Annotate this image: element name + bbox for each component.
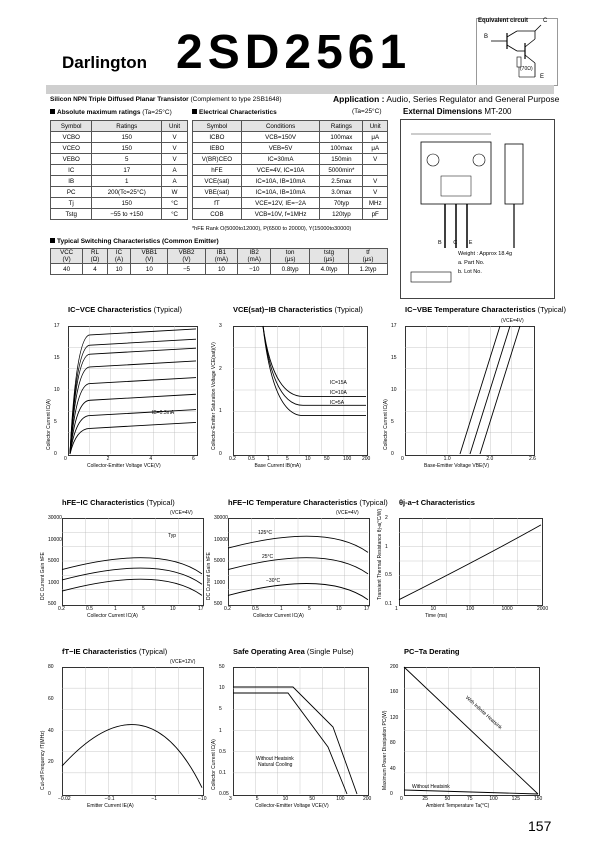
table-row xyxy=(51,143,188,154)
c5-ytick: 10000 xyxy=(214,536,228,543)
table-cell: hFE xyxy=(193,165,242,176)
c1-ytick: 5 xyxy=(54,419,57,425)
c9-xtick: 75 xyxy=(467,796,473,802)
c5-xtick: 10 xyxy=(336,606,342,612)
table-cell: V(BR)CEO xyxy=(193,154,242,165)
c9-xtick: 25 xyxy=(422,796,428,802)
table-cell: 120typ xyxy=(320,209,363,220)
table-cell: 10 xyxy=(205,264,238,275)
switching-title: Typical Switching Characteristics (Common Emitter) xyxy=(50,238,219,245)
c2-ytick: 2 xyxy=(219,365,222,372)
table-cell: ICBO xyxy=(193,132,242,143)
table-cell: IB xyxy=(51,176,92,187)
table-cell: 0.8typ xyxy=(271,264,310,275)
curve xyxy=(70,422,196,454)
c5-ytick: 500 xyxy=(214,601,223,607)
table-row xyxy=(51,187,188,198)
c9-title: PC−Ta Derating xyxy=(404,647,460,656)
resistor-label: (70Ω) xyxy=(520,66,533,72)
c3-ytick: 10 xyxy=(391,387,397,393)
hfe-rank-note: *hFE Rank O(5000to12000), P(6500 to 20000), Y(15000to30000) xyxy=(192,226,352,232)
c9-ytick: 80 xyxy=(390,740,396,747)
family-label: Darlington xyxy=(62,53,147,72)
c9-ytick: 200 xyxy=(390,664,399,670)
table-cell: 70typ xyxy=(320,198,363,209)
table-cell: V xyxy=(363,187,388,198)
c8-ytick: 10 xyxy=(219,685,225,692)
table-row xyxy=(51,165,188,176)
elec-cond: (Ta=25°C) xyxy=(352,108,382,115)
table-cell: −55 to +150 xyxy=(92,209,162,220)
table-cell: 10 xyxy=(107,264,131,275)
c2-curve-label: IC=5A xyxy=(330,400,345,406)
c3-ytick: 15 xyxy=(391,355,397,361)
c6-ytick: 0.5 xyxy=(385,572,392,579)
table-cell: COB xyxy=(193,209,242,220)
c8-ytick: 5 xyxy=(219,706,222,713)
c9-xtick: 50 xyxy=(444,796,451,802)
c1-xlabel: Collector-Emitter Voltage VCE(V) xyxy=(87,463,161,469)
c4-xtick: 5 xyxy=(142,606,145,612)
c8-xlabel: Collector-Emitter Voltage VCE(V) xyxy=(255,803,329,809)
c3-xtick: 0 xyxy=(401,456,404,462)
table-header: tf (μs) xyxy=(349,249,388,264)
c2-title: VCE(sat)−IB Characteristics (Typical) xyxy=(233,305,363,314)
c5-title: hFE−IC Temperature Characteristics (Typical) xyxy=(228,498,388,507)
table-cell: μA xyxy=(363,132,388,143)
c5-condition: (VCE=4V) xyxy=(336,510,359,516)
c8-ytick: 0.5 xyxy=(219,748,226,755)
c8-ylabel: Collector Current IC(A) xyxy=(211,739,217,790)
table-cell: Tj xyxy=(51,198,92,209)
c9-without-label: Without Heatsink xyxy=(412,784,450,790)
c1-curves xyxy=(68,326,196,454)
table-row xyxy=(193,209,388,220)
table-cell: −5 xyxy=(168,264,205,275)
switching-table xyxy=(50,248,388,275)
c9-xtick: 150 xyxy=(534,796,543,802)
c4-ytick: 500 xyxy=(48,601,57,607)
c6-xtick: 2000 xyxy=(537,606,549,612)
table-row xyxy=(193,143,388,154)
curve xyxy=(263,326,366,416)
table-cell: W xyxy=(162,187,188,198)
table-header: RL (Ω) xyxy=(83,249,108,264)
c9-ytick: 0 xyxy=(390,791,393,797)
c4-xtick: 0.2 xyxy=(58,606,65,612)
application-line xyxy=(333,94,559,104)
c3-ylabel: Collector Current IC(A) xyxy=(383,399,389,450)
table-row xyxy=(51,198,188,209)
c5-temp-label: −30°C xyxy=(266,578,281,584)
c6-xtick: 100 xyxy=(466,606,475,612)
c1-ytick: 17 xyxy=(54,323,60,329)
pin-e-label: E xyxy=(540,74,545,80)
c1-ylabel: Collector Current IC(A) xyxy=(46,399,52,450)
c7-ytick: 20 xyxy=(48,759,54,766)
table-cell: IC=30mA xyxy=(241,154,320,165)
c2-xlabel: Base Current IB(mA) xyxy=(254,463,301,469)
table-cell: −10 xyxy=(238,264,271,275)
table-cell: A xyxy=(162,176,188,187)
table-row xyxy=(51,264,388,275)
c9-xtick: 125 xyxy=(511,796,520,802)
c8-title: Safe Operating Area (Single Pulse) xyxy=(233,647,354,656)
c4-ytick: 1000 xyxy=(48,579,60,586)
c8-ytick: 1 xyxy=(219,727,222,734)
c5-xtick: 0.2 xyxy=(224,606,231,612)
table-row xyxy=(51,209,188,220)
c6-xtick: 1 xyxy=(395,606,398,612)
c1-xtick: 4 xyxy=(149,456,153,462)
external-dimensions-title: External Dimensions MT-200 xyxy=(403,107,512,116)
table-cell: 100max xyxy=(320,143,363,154)
c3-ytick: 0 xyxy=(391,451,394,457)
abs-max-table xyxy=(50,120,188,220)
device-description xyxy=(50,96,282,103)
c8-xtick: 5 xyxy=(255,796,259,802)
pin-labels: B C E xyxy=(438,240,478,246)
table-cell: V xyxy=(162,132,188,143)
c8-note1: Without Heatsink xyxy=(256,756,294,762)
c1-xtick: 2 xyxy=(106,456,110,462)
table-row xyxy=(193,187,388,198)
equivalent-circuit-box xyxy=(476,18,558,86)
c5-xtick: 0.5 xyxy=(252,606,259,612)
c3-ytick: 5 xyxy=(391,419,394,425)
c4-condition: (VCE=4V) xyxy=(170,510,193,516)
table-cell: 150min xyxy=(320,154,363,165)
c2-ytick: 1 xyxy=(219,408,222,415)
elec-title: Electrical Characteristics xyxy=(192,109,277,116)
table-header: VBB2 (V) xyxy=(168,249,205,264)
table-row xyxy=(193,176,388,187)
c8-xtick: 100 xyxy=(336,796,345,802)
c4-ylabel: DC Current Gain hFE xyxy=(40,552,46,600)
c4-annotation: Typ xyxy=(168,533,177,539)
c6-ytick: 2 xyxy=(385,515,388,521)
c7-xtick: −0.1 xyxy=(104,796,115,802)
curve xyxy=(70,361,196,454)
c3-ytick: 17 xyxy=(391,323,397,329)
table-cell: VCB=10V, f=1MHz xyxy=(241,209,320,220)
c6-ylabel: Transient Thermal Resistance θj-a(°C/W) xyxy=(377,508,383,600)
c6-xtick: 1000 xyxy=(501,606,513,612)
c9-xtick: 100 xyxy=(489,796,498,802)
application-bold: Application : xyxy=(333,94,385,104)
c9-xlabel: Ambient Temperature Ta(°C) xyxy=(426,803,490,809)
table-cell: A xyxy=(162,165,188,176)
table-header: IB2 (mA) xyxy=(238,249,271,264)
c6-curves xyxy=(399,518,541,604)
c2-xtick: 100 xyxy=(343,456,352,462)
table-cell: 40 xyxy=(51,264,83,275)
c4-ytick: 30000 xyxy=(48,515,62,521)
c1-ytick: 10 xyxy=(54,387,60,393)
c1-xtick: 6 xyxy=(192,456,195,462)
c8-xtick: 200 xyxy=(363,796,372,802)
table-cell: 1 xyxy=(92,176,162,187)
curve xyxy=(70,394,196,454)
table-row xyxy=(51,154,188,165)
c9-xtick: 0 xyxy=(400,796,403,802)
c1-annotation: IB=0.3mA xyxy=(152,410,175,416)
c2-curve-label: IC=15A xyxy=(330,380,347,386)
part-number-title: 2SD2561 xyxy=(176,26,412,79)
c2-xtick: 0.2 xyxy=(229,456,236,462)
table-cell: 2.5max xyxy=(320,176,363,187)
table-row xyxy=(193,198,388,209)
table-header: Unit xyxy=(363,121,388,132)
table-cell: μA xyxy=(363,143,388,154)
table-cell: 4 xyxy=(83,264,108,275)
c9-ytick: 120 xyxy=(390,714,399,721)
elec-table xyxy=(192,120,388,220)
table-cell: VEB=5V xyxy=(241,143,320,154)
table-cell: °C xyxy=(162,209,188,220)
c2-xtick: 200 xyxy=(362,456,371,462)
c3-xtick: 1.0 xyxy=(443,456,451,462)
curve xyxy=(70,339,196,454)
curve xyxy=(70,348,196,454)
c2-xtick: 1 xyxy=(267,456,270,462)
table-header: Conditions xyxy=(241,121,320,132)
part-no-note: a. Part No. xyxy=(458,260,485,266)
c4-xtick: 10 xyxy=(170,606,176,612)
c3-xtick: 2.0 xyxy=(486,456,494,462)
table-cell: V xyxy=(162,143,188,154)
c5-xlabel: Collector Current IC(A) xyxy=(253,613,304,619)
table-header: ton (μs) xyxy=(271,249,310,264)
c2-xtick: 5 xyxy=(286,456,289,462)
lot-no-note: b. Lot No. xyxy=(458,269,482,275)
table-cell: °C xyxy=(162,198,188,209)
table-cell: 150 xyxy=(92,198,162,209)
table-cell: VCB=150V xyxy=(241,132,320,143)
table-header: VBB1 (V) xyxy=(131,249,168,264)
c4-title: hFE−IC Characteristics (Typical) xyxy=(62,498,175,507)
header-rule xyxy=(46,85,554,94)
c3-xlabel: Base-Emitter Voltage VBE(V) xyxy=(424,463,490,469)
c8-ytick: 50 xyxy=(219,664,225,670)
c2-ylabel: Collector-Emitter Saturation Voltage VCE(sat)(V) xyxy=(211,342,217,450)
c9-ylabel: Maximum Power Dissipation PC(W) xyxy=(382,710,388,790)
table-row xyxy=(51,176,188,187)
c1-ytick: 15 xyxy=(54,355,60,361)
c6-xlabel: Time (ms) xyxy=(425,613,448,619)
c4-xtick: 17 xyxy=(198,606,204,612)
c3-condition: (VCE=4V) xyxy=(501,318,524,324)
table-cell: V xyxy=(363,154,388,165)
c4-xtick: 0.5 xyxy=(86,606,93,612)
c8-xtick: 3 xyxy=(229,796,232,802)
table-cell: 17 xyxy=(92,165,162,176)
c7-curves xyxy=(62,667,202,794)
table-cell: VCE=12V, IE=−2A xyxy=(241,198,320,209)
c6-title: θj-a−t Characteristics xyxy=(399,498,475,507)
table-cell: 5000min* xyxy=(320,165,363,176)
table-cell xyxy=(363,165,388,176)
c9-ytick: 40 xyxy=(390,765,396,772)
table-row xyxy=(193,132,388,143)
table-header: Symbol xyxy=(51,121,92,132)
c1-xtick: 0 xyxy=(64,456,67,462)
c1-ytick: 0 xyxy=(54,451,57,457)
table-cell: 150 xyxy=(92,143,162,154)
curve xyxy=(233,693,347,794)
c2-ytick: 3 xyxy=(219,323,222,329)
c4-xtick: 1 xyxy=(114,606,117,612)
table-header: Ratings xyxy=(92,121,162,132)
table-cell: VCE=4V, IC=10A xyxy=(241,165,320,176)
table-cell: 1.2typ xyxy=(349,264,388,275)
c6-ytick: 0.1 xyxy=(385,601,392,607)
c8-ytick: 0.1 xyxy=(219,769,226,776)
table-cell: 5 xyxy=(92,154,162,165)
table-cell: IEBO xyxy=(193,143,242,154)
c8-curves xyxy=(233,667,367,794)
c7-ytick: 60 xyxy=(48,695,54,702)
table-row xyxy=(51,132,188,143)
table-cell: VEBO xyxy=(51,154,92,165)
table-cell: 100max xyxy=(320,132,363,143)
c5-xtick: 5 xyxy=(308,606,311,612)
c7-ytick: 0 xyxy=(48,791,51,797)
table-cell: fT xyxy=(193,198,242,209)
equivalent-circuit-label: Equivalent circuit xyxy=(478,18,529,24)
description-bold: Silicon NPN Triple Diffused Planar Transistor xyxy=(50,96,189,103)
c7-title: fT−IE Characteristics (Typical) xyxy=(62,647,168,656)
c5-temp-label: 25°C xyxy=(262,554,274,560)
description-rest: (Complement to type 2SB1648) xyxy=(190,96,282,103)
table-cell: 10 xyxy=(131,264,168,275)
c4-curves xyxy=(62,518,202,604)
table-cell: IC=10A, IB=10mA xyxy=(241,187,320,198)
table-cell: Tstg xyxy=(51,209,92,220)
table-header: Symbol xyxy=(193,121,242,132)
table-header: IB1 (mA) xyxy=(205,249,238,264)
c7-ytick: 40 xyxy=(48,727,54,734)
abs-max-title: Absolute maximum ratings (Ta=25°C) xyxy=(50,109,172,116)
table-cell: IC=10A, IB=10mA xyxy=(241,176,320,187)
table-header: Unit xyxy=(162,121,188,132)
c7-xtick: −1 xyxy=(151,796,158,802)
c6-ytick: 1 xyxy=(385,543,388,550)
c2-xtick: 0.5 xyxy=(248,456,255,462)
c5-ytick: 30000 xyxy=(214,515,228,521)
c4-ytick: 10000 xyxy=(48,536,62,543)
table-cell: MHz xyxy=(363,198,388,209)
c8-xtick: 50 xyxy=(309,796,315,802)
curve xyxy=(70,410,196,454)
c7-xlabel: Emitter Current IE(A) xyxy=(87,803,134,809)
table-header: IC (A) xyxy=(107,249,131,264)
table-cell: V xyxy=(363,176,388,187)
c7-ytick: 80 xyxy=(48,664,54,670)
c7-xtick: −0.02 xyxy=(58,796,71,802)
c1-title: IC−VCE Characteristics (Typical) xyxy=(68,305,183,314)
table-cell: IC xyxy=(51,165,92,176)
c7-condition: (VCE=12V) xyxy=(170,659,196,665)
page-number: 157 xyxy=(528,818,552,834)
c3-title: IC−VBE Temperature Characteristics (Typical) xyxy=(405,305,566,314)
c3-xtick: 2.6 xyxy=(529,456,536,462)
table-cell: VBE(sat) xyxy=(193,187,242,198)
c2-xtick: 10 xyxy=(305,456,311,462)
table-row xyxy=(193,165,388,176)
c3-curves xyxy=(405,326,533,454)
c8-note2: Natural Cooling xyxy=(258,762,293,768)
application-rest: Audio, Series Regulator and General Purpose xyxy=(386,94,560,104)
table-cell: 4.0typ xyxy=(310,264,349,275)
c5-temp-label: 125°C xyxy=(258,530,272,536)
table-row xyxy=(193,154,388,165)
c5-xtick: 1 xyxy=(280,606,283,612)
c5-ylabel: DC Current Gain hFE xyxy=(206,552,212,600)
pin-c-label: C xyxy=(543,18,548,24)
pin-b-label: B xyxy=(484,34,489,40)
c5-ytick: 5000 xyxy=(214,558,226,564)
c5-xtick: 17 xyxy=(364,606,370,612)
table-header: Ratings xyxy=(320,121,363,132)
c9-curves xyxy=(404,667,538,794)
c4-ytick: 5000 xyxy=(48,558,60,564)
table-cell: V xyxy=(162,154,188,165)
c5-ytick: 1000 xyxy=(214,579,226,586)
c8-ytick: 0.05 xyxy=(219,791,229,797)
table-cell: 150 xyxy=(92,132,162,143)
c2-ytick: 0 xyxy=(219,451,222,457)
c4-xlabel: Collector Current IC(A) xyxy=(87,613,138,619)
table-header: VCC (V) xyxy=(51,249,83,264)
table-cell: PC xyxy=(51,187,92,198)
c7-xtick: −10 xyxy=(198,796,207,802)
table-cell: pF xyxy=(363,209,388,220)
c2-xtick: 50 xyxy=(324,456,330,462)
c7-ylabel: Cut-off Frequency fT(MHz) xyxy=(40,730,46,790)
table-cell: 3.0max xyxy=(320,187,363,198)
c6-xtick: 10 xyxy=(430,606,437,612)
weight-note: Weight : Approx 18.4g xyxy=(458,251,513,257)
c9-with-label: With Infinite Heatsink xyxy=(464,695,503,731)
curve xyxy=(70,329,196,454)
equivalent-circuit-diagram xyxy=(477,19,557,85)
table-header: tstg (μs) xyxy=(310,249,349,264)
c9-ytick: 160 xyxy=(390,689,399,696)
c2-curve-label: IC=10A xyxy=(330,390,347,396)
c5-curves xyxy=(228,518,368,604)
table-cell: 200(Tc=25°C) xyxy=(92,187,162,198)
table-cell: VCE(sat) xyxy=(193,176,242,187)
table-cell: VCBO xyxy=(51,132,92,143)
table-cell: VCEO xyxy=(51,143,92,154)
c8-xtick: 10 xyxy=(282,796,289,802)
